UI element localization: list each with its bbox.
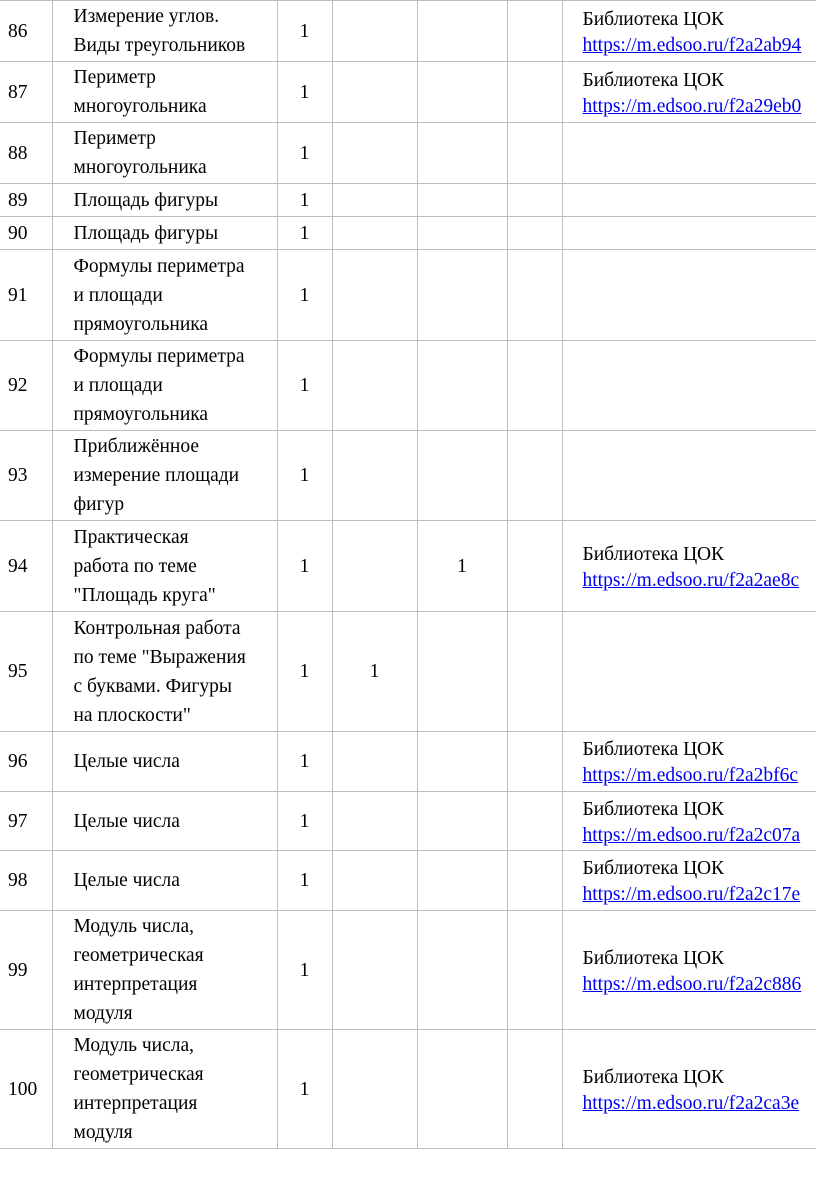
resource-link[interactable]: https://m.edsoo.ru/f2a2c17e: [582, 884, 801, 905]
hours-total: 1: [277, 62, 332, 123]
topic-line: геометрическая: [73, 945, 204, 966]
topic-line: Формулы периметра: [73, 255, 245, 277]
hours-control-work: [332, 792, 417, 851]
topic-line: Целые числа: [73, 810, 180, 832]
hours-practical-work: [417, 732, 507, 792]
study-date: [507, 250, 562, 341]
topic-line: Площадь фигуры: [73, 189, 219, 211]
hours-total: 1: [277, 217, 332, 250]
topic-line: Площадь фигуры: [73, 222, 219, 244]
hours-control-work: [332, 62, 417, 123]
hours-practical-work: [417, 62, 507, 123]
lesson-number: 92: [0, 341, 52, 431]
topic-line: интерпретация: [73, 1093, 198, 1114]
study-date: [507, 911, 562, 1030]
topic-line: Контрольная работа: [73, 617, 241, 639]
topic-line: Практическая: [73, 526, 189, 548]
study-date: [507, 123, 562, 184]
topic-line: Измерение углов.: [73, 6, 220, 27]
hours-total: 1: [277, 911, 332, 1030]
lesson-topic: [52, 792, 277, 851]
hours-practical-work: [417, 612, 507, 732]
digital-resource: [562, 1030, 816, 1149]
table-row: [0, 911, 816, 1030]
lesson-topic: [52, 184, 277, 217]
hours-practical-work: [417, 911, 507, 1030]
topic-line: Целые числа: [73, 751, 180, 772]
topic-line: фигур: [73, 494, 125, 515]
topic-line: работа по теме: [73, 555, 197, 577]
table-row: [0, 341, 816, 431]
table-row: [0, 184, 816, 217]
digital-resource: [562, 851, 816, 911]
lesson-number: 91: [0, 250, 52, 341]
hours-control-work: [332, 732, 417, 792]
hours-total: 1: [277, 612, 332, 732]
resource-link[interactable]: https://m.edsoo.ru/f2a2c07a: [582, 824, 801, 846]
hours-control-work: [332, 431, 417, 521]
lesson-number: 87: [0, 62, 52, 123]
digital-resource: [562, 911, 816, 1030]
table-row: [0, 1030, 816, 1149]
hours-practical-work: [417, 184, 507, 217]
lesson-topic: [52, 217, 277, 250]
lesson-number: 95: [0, 612, 52, 732]
table-row: [0, 851, 816, 911]
lesson-number: 93: [0, 431, 52, 521]
digital-resource: [562, 521, 816, 612]
resource-link[interactable]: https://m.edsoo.ru/f2a2c886: [582, 973, 802, 995]
table-row: [0, 217, 816, 250]
hours-total: 1: [277, 123, 332, 184]
hours-control-work: [332, 250, 417, 341]
resource-title: Библиотека ЦОК: [582, 798, 725, 820]
resource-link[interactable]: https://m.edsoo.ru/f2a2ae8c: [582, 569, 800, 591]
lesson-number: 90: [0, 217, 52, 250]
topic-line: модуля: [73, 1122, 133, 1143]
hours-control-work: [332, 341, 417, 431]
resource-title: Библиотека ЦОК: [582, 947, 725, 969]
lesson-topic: [52, 62, 277, 123]
topic-line: Приближённое: [73, 436, 200, 457]
hours-total: 1: [277, 250, 332, 341]
hours-practical-work: [417, 341, 507, 431]
digital-resource: [562, 250, 816, 341]
resource-link[interactable]: https://m.edsoo.ru/f2a2ca3e: [582, 1092, 800, 1114]
study-date: [507, 612, 562, 732]
study-date: [507, 792, 562, 851]
study-date: [507, 341, 562, 431]
topic-line: Модуль числа,: [73, 916, 195, 937]
study-date: [507, 1, 562, 62]
lesson-topic: [52, 521, 277, 612]
lesson-topic: [52, 1030, 277, 1149]
resource-title: Библиотека ЦОК: [582, 1066, 725, 1088]
hours-practical-work: 1: [417, 521, 507, 612]
study-date: [507, 1030, 562, 1149]
resource-link[interactable]: https://m.edsoo.ru/f2a2ab94: [582, 34, 802, 56]
topic-line: интерпретация: [73, 974, 198, 995]
topic-line: модуля: [73, 1003, 133, 1024]
hours-total: 1: [277, 851, 332, 911]
lesson-number: 97: [0, 792, 52, 851]
hours-control-work: [332, 123, 417, 184]
topic-line: Виды треугольников: [73, 35, 246, 56]
lesson-number: 96: [0, 732, 52, 792]
resource-title: Библиотека ЦОК: [582, 69, 725, 91]
topic-line: Периметр: [73, 128, 156, 149]
hours-total: 1: [277, 792, 332, 851]
study-date: [507, 521, 562, 612]
resource-title: Библиотека ЦОК: [582, 858, 725, 879]
hours-practical-work: [417, 851, 507, 911]
resource-title: Библиотека ЦОК: [582, 543, 725, 565]
digital-resource: [562, 62, 816, 123]
table-row: [0, 250, 816, 341]
table-row: [0, 431, 816, 521]
hours-control-work: [332, 911, 417, 1030]
topic-line: Модуль числа,: [73, 1035, 195, 1056]
study-date: [507, 851, 562, 911]
topic-line: прямоугольника: [73, 404, 209, 425]
topic-line: измерение площади: [73, 465, 240, 486]
hours-practical-work: [417, 217, 507, 250]
digital-resource: [562, 431, 816, 521]
topic-line: многоугольника: [73, 157, 207, 178]
hours-practical-work: [417, 792, 507, 851]
lesson-number: 94: [0, 521, 52, 612]
hours-control-work: [332, 1, 417, 62]
digital-resource: [562, 732, 816, 792]
digital-resource: [562, 341, 816, 431]
lesson-number: 89: [0, 184, 52, 217]
lesson-topic: [52, 431, 277, 521]
table-row: [0, 62, 816, 123]
resource-title: Библиотека ЦОК: [582, 8, 725, 30]
hours-control-work: [332, 851, 417, 911]
digital-resource: [562, 792, 816, 851]
topic-line: Периметр: [73, 67, 156, 88]
topic-line: и площади: [73, 375, 163, 396]
hours-control-work: [332, 184, 417, 217]
topic-line: многоугольника: [73, 96, 207, 117]
table-row: [0, 1, 816, 62]
hours-practical-work: [417, 431, 507, 521]
lesson-topic: [52, 851, 277, 911]
hours-total: 1: [277, 341, 332, 431]
lesson-topic: [52, 911, 277, 1030]
digital-resource: [562, 184, 816, 217]
digital-resource: [562, 1, 816, 62]
study-date: [507, 184, 562, 217]
hours-total: 1: [277, 431, 332, 521]
hours-total: 1: [277, 521, 332, 612]
hours-control-work: [332, 1030, 417, 1149]
hours-practical-work: [417, 250, 507, 341]
study-date: [507, 217, 562, 250]
lesson-number: 99: [0, 911, 52, 1030]
resource-link[interactable]: https://m.edsoo.ru/f2a29eb0: [582, 95, 802, 117]
lesson-topic: [52, 732, 277, 792]
topic-line: и площади: [73, 284, 163, 306]
topic-line: "Площадь круга": [73, 584, 216, 606]
lesson-number: 86: [0, 1, 52, 62]
hours-total: 1: [277, 1030, 332, 1149]
table-row: [0, 612, 816, 732]
topic-line: Целые числа: [73, 870, 180, 891]
table-row: [0, 123, 816, 184]
table-row: [0, 521, 816, 612]
table-row: [0, 732, 816, 792]
hours-total: 1: [277, 1, 332, 62]
topic-line: геометрическая: [73, 1064, 204, 1085]
table-row: [0, 792, 816, 851]
topic-line: с буквами. Фигуры: [73, 675, 233, 697]
digital-resource: [562, 612, 816, 732]
lesson-topic: [52, 341, 277, 431]
topic-line: по теме "Выражения: [73, 646, 246, 668]
lesson-topic: [52, 250, 277, 341]
resource-title: Библиотека ЦОК: [582, 739, 725, 760]
lesson-topic: [52, 1, 277, 62]
hours-total: 1: [277, 184, 332, 217]
topic-line: на плоскости": [73, 704, 191, 726]
hours-control-work: 1: [332, 612, 417, 732]
topic-line: прямоугольника: [73, 313, 209, 335]
hours-control-work: [332, 521, 417, 612]
lesson-number: 88: [0, 123, 52, 184]
lesson-topic: [52, 123, 277, 184]
digital-resource: [562, 217, 816, 250]
hours-total: 1: [277, 732, 332, 792]
digital-resource: [562, 123, 816, 184]
lesson-number: 100: [0, 1030, 52, 1149]
table-body: [0, 1, 816, 1149]
hours-practical-work: [417, 1, 507, 62]
hours-control-work: [332, 217, 417, 250]
hours-practical-work: [417, 123, 507, 184]
topic-line: Формулы периметра: [73, 346, 245, 367]
study-date: [507, 62, 562, 123]
resource-link[interactable]: https://m.edsoo.ru/f2a2bf6c: [582, 765, 799, 786]
study-date: [507, 732, 562, 792]
lesson-topic: [52, 612, 277, 732]
lesson-number: 98: [0, 851, 52, 911]
hours-practical-work: [417, 1030, 507, 1149]
study-date: [507, 431, 562, 521]
